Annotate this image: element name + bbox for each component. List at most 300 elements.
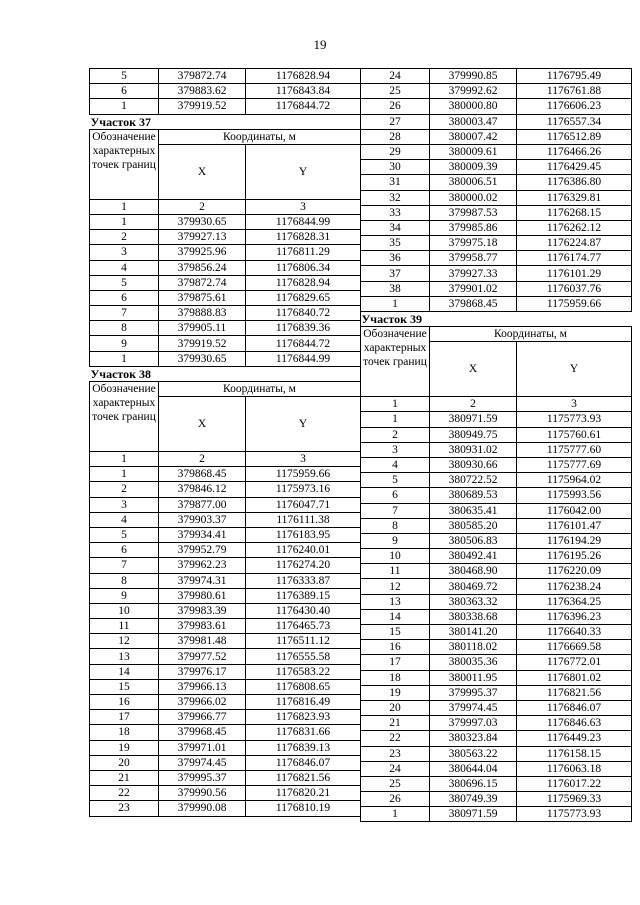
point-number: 26 xyxy=(361,792,430,807)
y-coordinate: 1176821.56 xyxy=(517,685,632,700)
point-number: 24 xyxy=(361,761,430,776)
table-row xyxy=(361,594,632,609)
x-coordinate: 379927.33 xyxy=(430,266,517,281)
x-coordinate: 380506.83 xyxy=(430,533,517,548)
table-row xyxy=(90,725,361,740)
x-coordinate: 380323.84 xyxy=(430,731,517,746)
x-coordinate: 379966.02 xyxy=(159,695,246,710)
y-coordinate: 1176037.76 xyxy=(517,281,632,296)
table-row xyxy=(361,205,632,220)
header-row xyxy=(361,327,632,342)
point-number: 1 xyxy=(90,351,159,366)
table-row xyxy=(361,533,632,548)
y-coordinate: 1176808.65 xyxy=(246,679,361,694)
table-row xyxy=(90,306,361,321)
point-number: 9 xyxy=(361,533,430,548)
x-coordinate: 379990.85 xyxy=(430,69,517,84)
point-number: 15 xyxy=(361,625,430,640)
table-row xyxy=(90,573,361,588)
table-row xyxy=(90,679,361,694)
y-coordinate: 1175969.33 xyxy=(517,792,632,807)
table-row xyxy=(361,731,632,746)
left-column xyxy=(89,68,359,817)
table-row xyxy=(361,84,632,99)
point-number: 33 xyxy=(361,205,430,220)
y-coordinate: 1175964.02 xyxy=(517,473,632,488)
y-coordinate: 1176844.72 xyxy=(246,336,361,351)
table-row xyxy=(361,655,632,670)
point-number: 38 xyxy=(361,281,430,296)
y-coordinate: 1176224.87 xyxy=(517,236,632,251)
table-row xyxy=(361,427,632,442)
y-coordinate: 1176017.22 xyxy=(517,776,632,791)
header-numbering-row xyxy=(90,452,361,467)
table-row xyxy=(361,564,632,579)
x-coordinate: 380009.39 xyxy=(430,160,517,175)
table-row xyxy=(90,497,361,512)
table-row xyxy=(361,251,632,266)
x-coordinate: 379995.37 xyxy=(430,685,517,700)
point-number: 25 xyxy=(361,776,430,791)
x-coordinate: 379974.45 xyxy=(430,700,517,715)
point-number: 31 xyxy=(361,175,430,190)
y-coordinate: 1176820.21 xyxy=(246,786,361,801)
x-coordinate: 379883.62 xyxy=(159,84,246,99)
table-row xyxy=(361,236,632,251)
point-number: 28 xyxy=(361,129,430,144)
point-number: 14 xyxy=(361,609,430,624)
point-number: 5 xyxy=(90,69,159,84)
table-row xyxy=(90,482,361,497)
header-num-1: 1 xyxy=(90,452,159,467)
table-row xyxy=(90,786,361,801)
table-row xyxy=(90,214,361,229)
table-row xyxy=(361,99,632,114)
y-coordinate: 1176795.49 xyxy=(517,69,632,84)
point-number: 20 xyxy=(90,755,159,770)
y-coordinate: 1176238.24 xyxy=(517,579,632,594)
x-coordinate: 380118.02 xyxy=(430,640,517,655)
y-coordinate: 1176843.84 xyxy=(246,84,361,99)
point-number: 8 xyxy=(90,573,159,588)
point-number: 24 xyxy=(361,69,430,84)
table-row xyxy=(90,603,361,618)
point-number: 23 xyxy=(90,801,159,816)
x-coordinate: 379975.18 xyxy=(430,236,517,251)
point-number: 10 xyxy=(90,603,159,618)
point-number: 2 xyxy=(90,230,159,245)
point-number: 13 xyxy=(361,594,430,609)
table-row xyxy=(361,281,632,296)
x-coordinate: 380644.04 xyxy=(430,761,517,776)
x-coordinate: 380949.75 xyxy=(430,427,517,442)
y-coordinate: 1176840.72 xyxy=(246,306,361,321)
y-coordinate: 1176240.01 xyxy=(246,543,361,558)
y-coordinate: 1176158.15 xyxy=(517,746,632,761)
x-coordinate: 380931.02 xyxy=(430,442,517,457)
section-row xyxy=(90,114,361,129)
header-numbering-row xyxy=(90,199,361,214)
header-y: Y xyxy=(246,397,361,452)
point-number: 26 xyxy=(361,99,430,114)
y-coordinate: 1176839.36 xyxy=(246,321,361,336)
table-row xyxy=(361,190,632,205)
y-coordinate: 1176430.40 xyxy=(246,603,361,618)
point-number: 2 xyxy=(90,482,159,497)
point-number: 37 xyxy=(361,266,430,281)
table-row xyxy=(361,473,632,488)
x-coordinate: 380000.02 xyxy=(430,190,517,205)
table-row xyxy=(361,160,632,175)
table-row xyxy=(361,175,632,190)
point-number: 35 xyxy=(361,236,430,251)
table-row xyxy=(90,619,361,634)
y-coordinate: 1175993.56 xyxy=(517,488,632,503)
table-row xyxy=(90,467,361,482)
point-number: 5 xyxy=(361,473,430,488)
y-coordinate: 1176823.93 xyxy=(246,710,361,725)
y-coordinate: 1176828.31 xyxy=(246,230,361,245)
table-row xyxy=(361,640,632,655)
y-coordinate: 1176816.49 xyxy=(246,695,361,710)
table-row xyxy=(361,761,632,776)
header-y: Y xyxy=(246,144,361,199)
table-row xyxy=(90,543,361,558)
table-row xyxy=(361,609,632,624)
table-row xyxy=(361,625,632,640)
x-coordinate: 379977.52 xyxy=(159,649,246,664)
y-coordinate: 1176557.34 xyxy=(517,114,632,129)
y-coordinate: 1176195.26 xyxy=(517,549,632,564)
x-coordinate: 379980.61 xyxy=(159,588,246,603)
y-coordinate: 1176329.81 xyxy=(517,190,632,205)
point-number: 12 xyxy=(361,579,430,594)
header-point-name: Обозначение характерных точек границ xyxy=(361,327,430,397)
header-point-name: Обозначение характерных точек границ xyxy=(90,129,159,199)
point-number: 18 xyxy=(361,670,430,685)
point-number: 17 xyxy=(361,655,430,670)
point-number: 1 xyxy=(90,467,159,482)
x-coordinate: 379903.37 xyxy=(159,512,246,527)
table-row xyxy=(90,351,361,366)
header-coordinates: Координаты, м xyxy=(159,129,361,144)
table-row xyxy=(361,792,632,807)
y-coordinate: 1176262.12 xyxy=(517,220,632,235)
point-number: 10 xyxy=(361,549,430,564)
table-row xyxy=(361,442,632,457)
section-row xyxy=(90,366,361,381)
table-row xyxy=(90,245,361,260)
header-num-3: 3 xyxy=(517,397,632,412)
x-coordinate: 380035.36 xyxy=(430,655,517,670)
table-row xyxy=(361,266,632,281)
table-row xyxy=(90,527,361,542)
x-coordinate: 379990.56 xyxy=(159,786,246,801)
x-coordinate: 380011.95 xyxy=(430,670,517,685)
x-coordinate: 379987.53 xyxy=(430,205,517,220)
x-coordinate: 379919.52 xyxy=(159,99,246,114)
y-coordinate: 1176846.07 xyxy=(246,755,361,770)
x-coordinate: 379992.62 xyxy=(430,84,517,99)
x-coordinate: 380722.52 xyxy=(430,473,517,488)
y-coordinate: 1176274.20 xyxy=(246,558,361,573)
x-coordinate: 379930.65 xyxy=(159,214,246,229)
x-coordinate: 380971.59 xyxy=(430,807,517,822)
x-coordinate: 379962.23 xyxy=(159,558,246,573)
point-number: 5 xyxy=(90,527,159,542)
x-coordinate: 379930.65 xyxy=(159,351,246,366)
point-number: 13 xyxy=(90,649,159,664)
point-number: 4 xyxy=(90,260,159,275)
header-num-1: 1 xyxy=(361,397,430,412)
y-coordinate: 1176396.23 xyxy=(517,609,632,624)
y-coordinate: 1176063.18 xyxy=(517,761,632,776)
point-number: 6 xyxy=(90,84,159,99)
y-coordinate: 1176846.07 xyxy=(517,700,632,715)
y-coordinate: 1176555.58 xyxy=(246,649,361,664)
point-number: 19 xyxy=(361,685,430,700)
y-coordinate: 1176828.94 xyxy=(246,275,361,290)
y-coordinate: 1176828.94 xyxy=(246,69,361,84)
x-coordinate: 379958.77 xyxy=(430,251,517,266)
table-row xyxy=(90,588,361,603)
header-point-name: Обозначение характерных точек границ xyxy=(90,382,159,452)
point-number: 29 xyxy=(361,144,430,159)
header-num-3: 3 xyxy=(246,199,361,214)
point-number: 22 xyxy=(361,731,430,746)
y-coordinate: 1176386.80 xyxy=(517,175,632,190)
point-number: 6 xyxy=(90,290,159,305)
x-coordinate: 380338.68 xyxy=(430,609,517,624)
table-row xyxy=(361,685,632,700)
x-coordinate: 380468.90 xyxy=(430,564,517,579)
y-coordinate: 1176333.87 xyxy=(246,573,361,588)
table-row xyxy=(90,321,361,336)
x-coordinate: 379901.02 xyxy=(430,281,517,296)
x-coordinate: 379985.86 xyxy=(430,220,517,235)
y-coordinate: 1176810.19 xyxy=(246,801,361,816)
y-coordinate: 1175959.66 xyxy=(517,296,632,311)
point-number: 16 xyxy=(361,640,430,655)
table-row xyxy=(361,114,632,129)
table-row xyxy=(361,144,632,159)
table-row xyxy=(361,69,632,84)
point-number: 4 xyxy=(361,457,430,472)
y-coordinate: 1176512.89 xyxy=(517,129,632,144)
point-number: 9 xyxy=(90,336,159,351)
point-number: 18 xyxy=(90,725,159,740)
x-coordinate: 380563.22 xyxy=(430,746,517,761)
table-row xyxy=(361,549,632,564)
section-title: Участок 39 xyxy=(361,312,632,327)
x-coordinate: 379905.11 xyxy=(159,321,246,336)
table-row xyxy=(361,700,632,715)
x-coordinate: 379868.45 xyxy=(430,296,517,311)
header-num-2: 2 xyxy=(159,199,246,214)
x-coordinate: 379976.17 xyxy=(159,664,246,679)
y-coordinate: 1176194.29 xyxy=(517,533,632,548)
table-row xyxy=(361,776,632,791)
x-coordinate: 379919.52 xyxy=(159,336,246,351)
table-row xyxy=(90,755,361,770)
section-title: Участок 37 xyxy=(90,114,361,129)
x-coordinate: 379983.61 xyxy=(159,619,246,634)
y-coordinate: 1176669.58 xyxy=(517,640,632,655)
table-row xyxy=(90,290,361,305)
y-coordinate: 1176429.45 xyxy=(517,160,632,175)
y-coordinate: 1175973.16 xyxy=(246,482,361,497)
point-number: 1 xyxy=(361,296,430,311)
table-row xyxy=(361,746,632,761)
point-number: 4 xyxy=(90,512,159,527)
table-row xyxy=(90,558,361,573)
y-coordinate: 1176220.09 xyxy=(517,564,632,579)
x-coordinate: 380971.59 xyxy=(430,412,517,427)
right-column xyxy=(360,68,630,822)
point-number: 7 xyxy=(361,503,430,518)
x-coordinate: 379856.24 xyxy=(159,260,246,275)
x-coordinate: 379927.13 xyxy=(159,230,246,245)
table-row xyxy=(361,518,632,533)
header-num-2: 2 xyxy=(159,452,246,467)
point-number: 7 xyxy=(90,306,159,321)
x-coordinate: 380696.15 xyxy=(430,776,517,791)
y-coordinate: 1175773.93 xyxy=(517,412,632,427)
y-coordinate: 1176821.56 xyxy=(246,770,361,785)
x-coordinate: 380930.66 xyxy=(430,457,517,472)
x-coordinate: 379971.01 xyxy=(159,740,246,755)
section-row xyxy=(361,312,632,327)
y-coordinate: 1176606.23 xyxy=(517,99,632,114)
x-coordinate: 379888.83 xyxy=(159,306,246,321)
point-number: 21 xyxy=(90,770,159,785)
point-number: 2 xyxy=(361,427,430,442)
x-coordinate: 379925.96 xyxy=(159,245,246,260)
x-coordinate: 380007.42 xyxy=(430,129,517,144)
y-coordinate: 1176174.77 xyxy=(517,251,632,266)
table-row xyxy=(361,488,632,503)
y-coordinate: 1176511.12 xyxy=(246,634,361,649)
x-coordinate: 380492.41 xyxy=(430,549,517,564)
y-coordinate: 1176811.29 xyxy=(246,245,361,260)
point-number: 14 xyxy=(90,664,159,679)
table-row xyxy=(90,260,361,275)
y-coordinate: 1176844.99 xyxy=(246,351,361,366)
point-number: 3 xyxy=(90,245,159,260)
table-row xyxy=(90,801,361,816)
y-coordinate: 1176466.26 xyxy=(517,144,632,159)
point-number: 1 xyxy=(361,412,430,427)
header-num-2: 2 xyxy=(430,397,517,412)
point-number: 32 xyxy=(361,190,430,205)
y-coordinate: 1176268.15 xyxy=(517,205,632,220)
point-number: 3 xyxy=(361,442,430,457)
header-numbering-row xyxy=(361,397,632,412)
x-coordinate: 379983.39 xyxy=(159,603,246,618)
y-coordinate: 1176831.66 xyxy=(246,725,361,740)
y-coordinate: 1176183.95 xyxy=(246,527,361,542)
header-row xyxy=(90,382,361,397)
y-coordinate: 1176761.88 xyxy=(517,84,632,99)
y-coordinate: 1176846.63 xyxy=(517,716,632,731)
point-number: 3 xyxy=(90,497,159,512)
table-row xyxy=(361,296,632,311)
table-row xyxy=(361,412,632,427)
point-number: 17 xyxy=(90,710,159,725)
y-coordinate: 1176101.47 xyxy=(517,518,632,533)
y-coordinate: 1176047.71 xyxy=(246,497,361,512)
table-row xyxy=(361,579,632,594)
point-number: 1 xyxy=(90,99,159,114)
point-number: 12 xyxy=(90,634,159,649)
y-coordinate: 1176465.73 xyxy=(246,619,361,634)
coordinates-table-right xyxy=(360,68,632,822)
point-number: 7 xyxy=(90,558,159,573)
table-row xyxy=(361,503,632,518)
x-coordinate: 379872.74 xyxy=(159,69,246,84)
y-coordinate: 1176640.33 xyxy=(517,625,632,640)
y-coordinate: 1175777.60 xyxy=(517,442,632,457)
y-coordinate: 1176101.29 xyxy=(517,266,632,281)
header-row xyxy=(90,129,361,144)
table-row xyxy=(90,84,361,99)
y-coordinate: 1176042.00 xyxy=(517,503,632,518)
table-row xyxy=(90,69,361,84)
point-number: 11 xyxy=(361,564,430,579)
x-coordinate: 380003.47 xyxy=(430,114,517,129)
point-number: 25 xyxy=(361,84,430,99)
x-coordinate: 379952.79 xyxy=(159,543,246,558)
point-number: 34 xyxy=(361,220,430,235)
table-row xyxy=(90,230,361,245)
y-coordinate: 1176111.38 xyxy=(246,512,361,527)
table-row xyxy=(361,670,632,685)
point-number: 36 xyxy=(361,251,430,266)
header-coordinates: Координаты, м xyxy=(430,327,632,342)
coordinates-table-left xyxy=(89,68,361,817)
x-coordinate: 380009.61 xyxy=(430,144,517,159)
point-number: 27 xyxy=(361,114,430,129)
table-row xyxy=(90,695,361,710)
page-number: 19 xyxy=(313,37,327,52)
y-coordinate: 1175773.93 xyxy=(517,807,632,822)
table-row xyxy=(90,512,361,527)
table-row xyxy=(361,807,632,822)
x-coordinate: 379981.48 xyxy=(159,634,246,649)
table-row xyxy=(90,664,361,679)
y-coordinate: 1176583.22 xyxy=(246,664,361,679)
point-number: 1 xyxy=(90,214,159,229)
header-num-1: 1 xyxy=(90,199,159,214)
point-number: 19 xyxy=(90,740,159,755)
point-number: 15 xyxy=(90,679,159,694)
y-coordinate: 1176806.34 xyxy=(246,260,361,275)
x-coordinate: 379990.08 xyxy=(159,801,246,816)
x-coordinate: 379875.61 xyxy=(159,290,246,305)
x-coordinate: 380585.20 xyxy=(430,518,517,533)
point-number: 21 xyxy=(361,716,430,731)
point-number: 6 xyxy=(361,488,430,503)
header-y: Y xyxy=(517,342,632,397)
x-coordinate: 380000.80 xyxy=(430,99,517,114)
y-coordinate: 1176449.23 xyxy=(517,731,632,746)
y-coordinate: 1175777.69 xyxy=(517,457,632,472)
table-row xyxy=(361,457,632,472)
table-row xyxy=(90,634,361,649)
header-x: X xyxy=(430,342,517,397)
y-coordinate: 1175760.61 xyxy=(517,427,632,442)
y-coordinate: 1176772.01 xyxy=(517,655,632,670)
